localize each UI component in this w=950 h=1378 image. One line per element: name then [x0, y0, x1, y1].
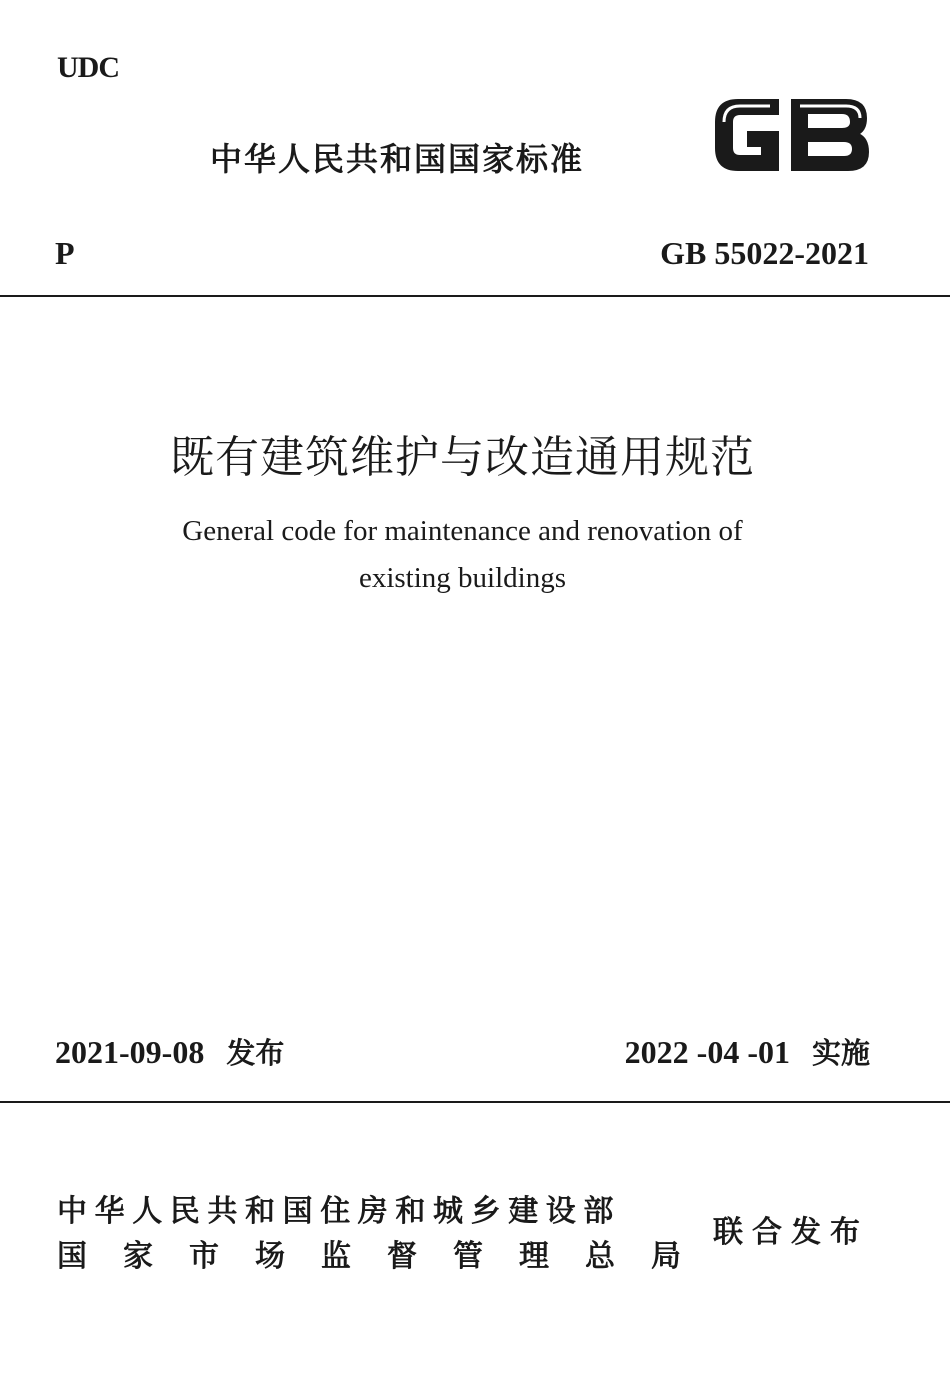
national-standard-heading: 中华人民共和国国家标准 — [210, 140, 585, 178]
implementation-date-line — [625, 1032, 870, 1073]
issue-date: 2021-09-08 — [55, 1034, 205, 1070]
udc-label: UDC — [57, 51, 119, 84]
category-code: P — [55, 235, 75, 271]
standard-number: GB 55022-2021 — [660, 235, 869, 271]
issue-label: 发布 — [226, 1036, 285, 1070]
issue-date-line — [55, 1032, 284, 1073]
implementation-label: 实施 — [811, 1036, 870, 1070]
issuer-administration: 国家市场监督管理总局 — [57, 1239, 717, 1274]
top-divider — [0, 295, 950, 297]
title-chinese: 既有建筑维护与改造通用规范 — [170, 432, 755, 483]
joint-issue-label: 联合发布 — [713, 1215, 869, 1250]
gb-logo-graphic — [708, 92, 874, 178]
bottom-divider — [0, 1101, 950, 1103]
title-english: General code for maintenance and renovation of existing buildings — [182, 515, 743, 594]
issuer-ministry: 中华人民共和国住房和城乡建设部 — [57, 1194, 621, 1229]
gb-logo — [708, 92, 874, 178]
implementation-date: 2022 -04 -01 — [624, 1034, 790, 1070]
